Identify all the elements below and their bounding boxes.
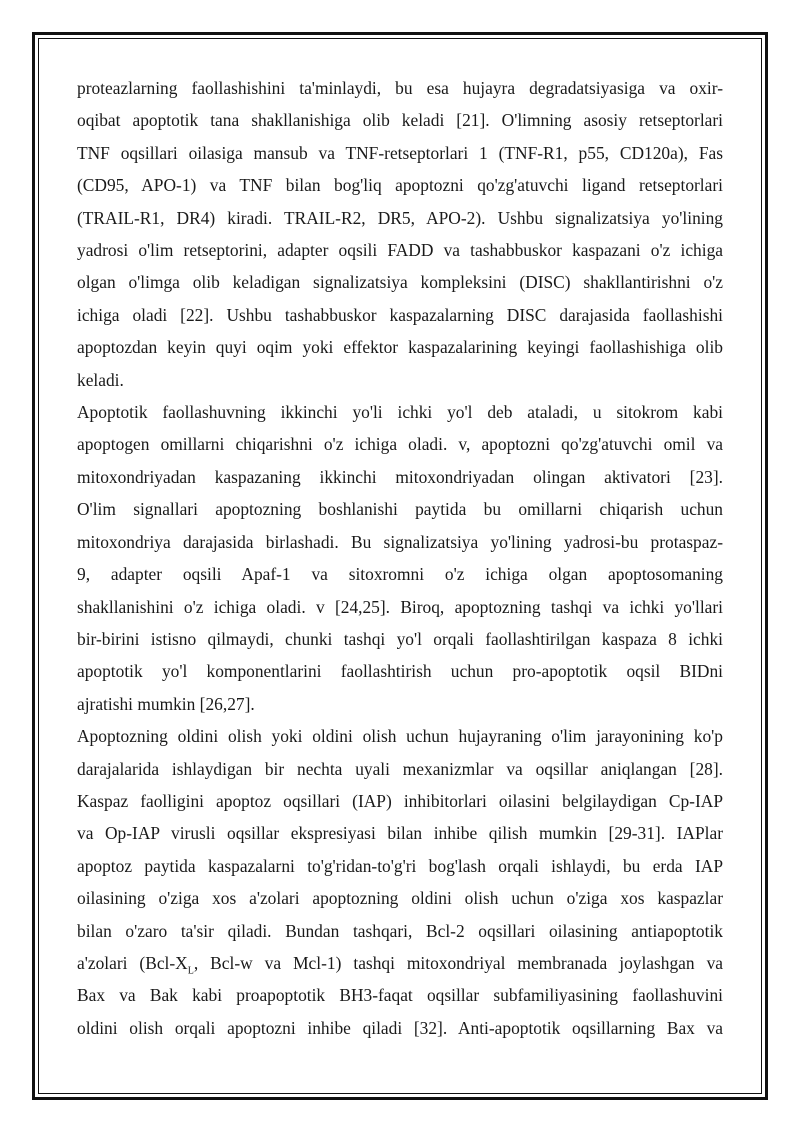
text-line: 9, adapter oqsili Apaf-1 va sitoxromni o'z ichiga olgan apoptosomaning: [77, 564, 723, 585]
text-line: apoptogen omillarni chiqarishni o'z ichiga oladi. v, apoptozni qo'zg'atuvchi omil va: [77, 434, 723, 455]
text-line: oldini olish orqali apoptozni inhibe qiladi [32]. Anti-apoptotik oqsillarning Bax va: [77, 1017, 723, 1038]
text-line: mitoxondriya darajasida birlashadi. Bu signalizatsiya yo'lining yadrosi-bu protaspaz-: [77, 531, 723, 552]
document-body: [77, 72, 723, 1044]
text-line: oqibat apoptotik tana shakllanishiga olib keladi [21]. O'limning asosiy retseptorlari: [77, 110, 723, 131]
text-line: Apoptotik faollashuvning ikkinchi yo'li ichki yo'l deb ataladi, u sitokrom kabi: [77, 402, 723, 423]
text-line: Bax va Bak kabi proapoptotik BH3-faqat oqsillar subfamiliyasining faollashuvini: [77, 985, 723, 1006]
text-line: shakllanishini o'z ichiga oladi. v [24,25]. Biroq, apoptozning tashqi va ichki yo'llari: [77, 596, 723, 617]
paragraph-2: [77, 396, 723, 720]
text-line: apoptotik yo'l komponentlarini faollashtirish uchun pro-apoptotik oqsil BIDni: [77, 661, 723, 682]
text-line: proteazlarning faollashishini ta'minlaydi, bu esa hujayra degradatsiyasiga va oxir-: [77, 78, 723, 98]
paragraph-3: [77, 720, 723, 1044]
text-line: olgan o'limga olib keladigan signalizatsiya kompleksini (DISC) shakllantirishni o'z: [77, 272, 723, 293]
text-line: yadrosi o'lim retseptorini, adapter oqsili FADD va tashabbuskor kaspazani o'z ichiga: [77, 240, 723, 261]
text-line: mitoxondriyadan kaspazaning ikkinchi mitoxondriyadan olingan aktivatori [23].: [77, 466, 723, 487]
text-line: O'lim signallari apoptozning boshlanishi paytida bu omillarni chiqarish uchun: [77, 499, 723, 520]
text-line: (CD95, APO-1) va TNF bilan bog'liq apoptozni qo'zg'atuvchi ligand retseptorlari: [77, 175, 723, 196]
text-line: bir-birini istisno qilmaydi, chunki tashqi yo'l orqali faollashtirilgan kaspaza 8 ichki: [77, 628, 723, 649]
text-line-subscript: a'zolari ($Bcl-X_L$, Bcl-w va Mcl-1) tashqi mitoxondriyal membranada joylashgan va: [77, 952, 723, 977]
text-line: apoptoz paytida kaspazalarni to'g'ridan-to'g'ri bog'lash orqali ishlaydi, bu erda IAP: [77, 855, 723, 876]
text-line: va Op-IAP virusli oqsillar ekspresiyasi bilan inhibe qilish mumkin [29-31]. IAPlar: [77, 823, 723, 844]
text-line: ajratishi mumkin [26,27].: [77, 693, 255, 714]
text-line: Kaspaz faolligini apoptoz oqsillari (IAP) inhibitorlari oilasini belgilaydigan Cp-IAP: [77, 790, 723, 811]
text-line: Apoptozning oldini olish yoki oldini olish uchun hujayraning o'lim jarayonining ko'p: [77, 726, 723, 747]
text-line: keladi.: [77, 369, 124, 390]
text-line: ichiga oladi [22]. Ushbu tashabbuskor kaspazalarning DISC darajasida faollashishi: [77, 304, 723, 325]
text-line: (TRAIL-R1, DR4) kiradi. TRAIL-R2, DR5, APO-2). Ushbu signalizatsiya yo'lining: [77, 207, 723, 228]
text-line: TNF oqsillari oilasiga mansub va TNF-retseptorlari 1 (TNF-R1, p55, CD120a), Fas: [77, 142, 723, 163]
text-line: apoptozdan keyin quyi oqim yoki effektor kaspazalarining keyingi faollashishiga olib: [77, 337, 723, 358]
text-line: oilasining o'ziga xos a'zolari apoptozning oldini olish uchun o'ziga xos kaspazlar: [77, 888, 723, 909]
text-line: bilan o'zaro ta'sir qiladi. Bundan tashqari, Bcl-2 oqsillari oilasining antiapoptotik: [77, 920, 723, 941]
paragraph-1: [77, 72, 723, 396]
text-line: darajalarida ishlaydigan bir nechta uyali mexanizmlar va oqsillar aniqlangan [28].: [77, 758, 723, 779]
